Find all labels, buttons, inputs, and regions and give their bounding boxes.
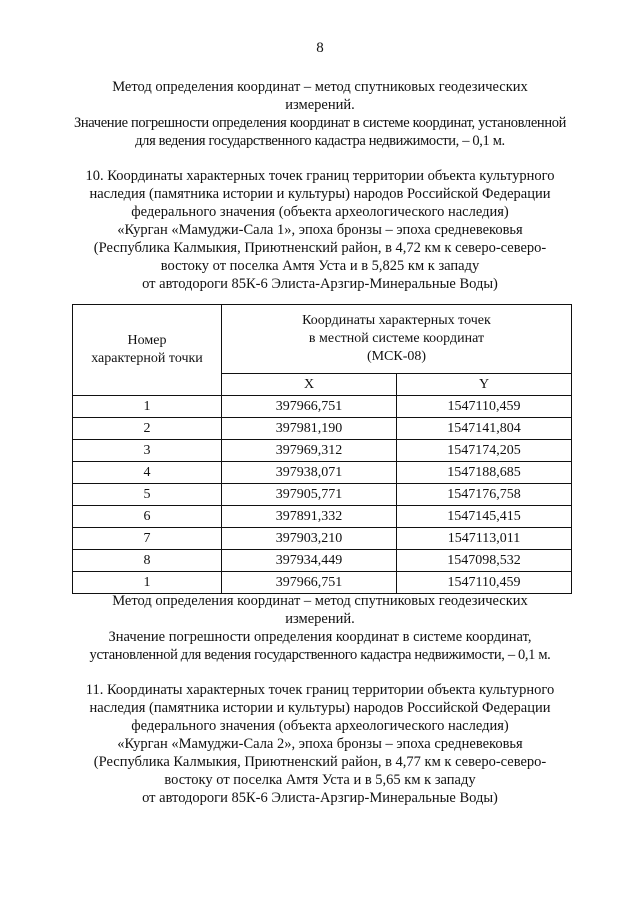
section-11-line-4: «Курган «Мамуджи-Сала 2», эпоха бронзы – эпоха средневековья [117, 736, 523, 752]
point-number-cell: 2 [73, 418, 222, 440]
section-10-line-7: от автодороги 85К-6 Элиста-Арзгир-Минеральные Воды) [142, 276, 498, 292]
section-11-line-7: от автодороги 85К-6 Элиста-Арзгир-Минеральные Воды) [142, 790, 498, 806]
point-number-cell: 1 [73, 572, 222, 594]
point-number-cell: 4 [73, 462, 222, 484]
coordinates-header-line-3: (МСК-08) [366, 349, 427, 364]
point-number-header [73, 305, 222, 396]
method-2-line-4: установленной для ведения государственного кадастра недвижимости, – 0,1 м. [89, 647, 551, 663]
y-column-header: Y [397, 374, 572, 396]
table-row [73, 462, 572, 484]
section-11-line-3: федерального значения (объекта археологического наследия) [131, 718, 509, 734]
method-1-line-4: для ведения государственного кадастра недвижимости, – 0,1 м. [135, 133, 505, 149]
y-cell: 1547110,459 [397, 396, 572, 418]
coordinates-header [222, 305, 572, 374]
section-10-line-1: 10. Координаты характерных точек границ территории объекта культурного [85, 168, 555, 184]
point-number-header-line-1: Номер [127, 333, 167, 348]
x-cell: 397981,190 [222, 418, 397, 440]
x-cell: 397969,312 [222, 440, 397, 462]
table-row [73, 396, 572, 418]
table-row [73, 484, 572, 506]
point-number-cell: 8 [73, 550, 222, 572]
y-cell: 1547174,205 [397, 440, 572, 462]
method-block-1 [30, 78, 610, 150]
coordinates-header-line-2: в местной системе координат [308, 331, 485, 346]
section-10-line-5: (Республика Калмыкия, Приютненский район, в 4,72 км к северо-северо- [93, 240, 547, 256]
x-cell: 397903,210 [222, 528, 397, 550]
y-cell: 1547188,685 [397, 462, 572, 484]
y-cell: 1547176,758 [397, 484, 572, 506]
x-cell: 397938,071 [222, 462, 397, 484]
table-row [73, 550, 572, 572]
point-number-cell: 7 [73, 528, 222, 550]
x-cell: 397966,751 [222, 396, 397, 418]
x-column-header: X [222, 374, 397, 396]
page-number: 8 [316, 40, 324, 56]
y-cell: 1547113,011 [397, 528, 572, 550]
method-1-line-3: Значение погрешности определения координат в системе координат, установленной [73, 115, 567, 131]
x-cell: 397891,332 [222, 506, 397, 528]
table-row [73, 440, 572, 462]
point-number-cell: 5 [73, 484, 222, 506]
y-cell: 1547141,804 [397, 418, 572, 440]
table-row [73, 506, 572, 528]
method-1-line-1: Метод определения координат – метод спутниковых геодезических [112, 79, 528, 95]
section-11-line-2: наследия (памятника истории и культуры) народов Российской Федерации [89, 700, 551, 716]
table-row [73, 572, 572, 594]
y-cell: 1547110,459 [397, 572, 572, 594]
section-10-heading [30, 167, 610, 293]
section-10-line-4: «Курган «Мамуджи-Сала 1», эпоха бронзы – эпоха средневековья [117, 222, 523, 238]
x-cell: 397966,751 [222, 572, 397, 594]
coordinates-table [72, 304, 572, 594]
y-cell: 1547145,415 [397, 506, 572, 528]
method-block-2 [30, 592, 610, 664]
x-cell: 397905,771 [222, 484, 397, 506]
section-11-line-1: 11. Координаты характерных точек границ территории объекта культурного [85, 682, 555, 698]
point-number-cell: 3 [73, 440, 222, 462]
point-number-header-line-2: характерной точки [91, 351, 203, 366]
point-number-cell: 6 [73, 506, 222, 528]
method-2-line-3: Значение погрешности определения координат в системе координат, [108, 629, 532, 645]
section-11-heading [30, 681, 610, 807]
table-row [73, 418, 572, 440]
x-cell: 397934,449 [222, 550, 397, 572]
section-11-line-5: (Республика Калмыкия, Приютненский район, в 4,77 км к северо-северо- [93, 754, 547, 770]
table-row [73, 528, 572, 550]
section-10-line-6: востоку от поселка Амтя Уста и в 5,825 км к западу [160, 258, 480, 274]
method-1-line-2: измерений. [285, 97, 355, 113]
point-number-cell: 1 [73, 396, 222, 418]
coordinates-header-line-1: Координаты характерных точек [302, 313, 491, 328]
method-2-line-2: измерений. [285, 611, 355, 627]
method-2-line-1: Метод определения координат – метод спутниковых геодезических [112, 593, 528, 609]
section-11-line-6: востоку от поселка Амтя Уста и в 5,65 км к западу [164, 772, 476, 788]
section-10-line-3: федерального значения (объекта археологического наследия) [131, 204, 509, 220]
section-10-line-2: наследия (памятника истории и культуры) народов Российской Федерации [89, 186, 551, 202]
y-cell: 1547098,532 [397, 550, 572, 572]
